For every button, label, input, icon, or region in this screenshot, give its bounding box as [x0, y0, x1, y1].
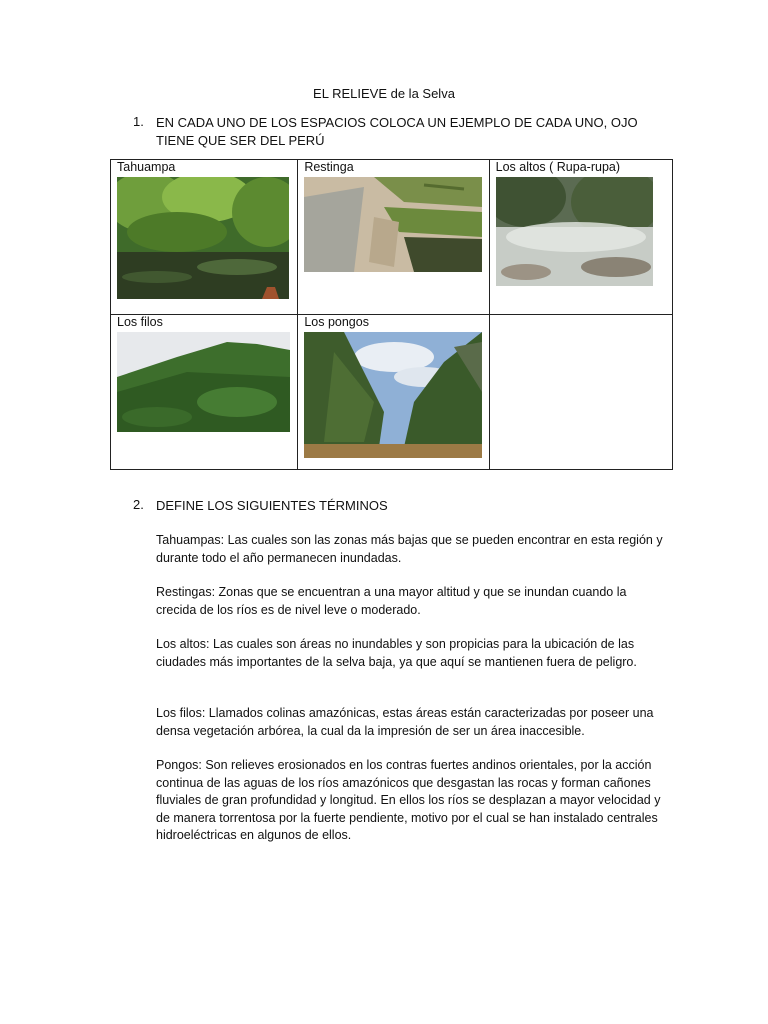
- definition-los-filos: Los filos: Llamados colinas amazónicas, estas áreas están caracterizadas por poseer una densa vegetación arbórea, la cual da la impresión de ser un área inaccesible.: [156, 706, 654, 738]
- page-title: EL RELIEVE de la Selva: [313, 86, 455, 101]
- label-los-altos: Los altos ( Rupa-rupa): [495, 160, 621, 174]
- cell-los-altos: [489, 160, 672, 315]
- cell-tahuampa: [111, 160, 298, 315]
- definitions: [156, 532, 666, 862]
- cell-restinga: [298, 160, 489, 315]
- filos-photo: [117, 332, 290, 432]
- definition-los-altos: Los altos: Las cuales son áreas no inundables y son propicias para la ubicación de las ciudades más importantes de la selva baja, ya que aquí se mantienen fuera de peligro.: [156, 637, 637, 669]
- question-1-text: EN CADA UNO DE LOS ESPACIOS COLOCA UN EJEMPLO DE CADA UNO, OJO TIENE QUE SER DEL PERÚ: [156, 115, 638, 148]
- altos-photo: [496, 177, 653, 286]
- label-tahuampa: Tahuampa: [117, 160, 176, 174]
- label-restinga: Restinga: [304, 160, 354, 174]
- restinga-photo: [304, 177, 482, 272]
- cell-empty: [489, 315, 672, 470]
- definition-pongos: Pongos: Son relieves erosionados en los contras fuertes andinos orientales, por la acción continua de las aguas de los ríos amazónicos que desgastan las rocas y forman cañones fluviales de gran profundidad y longitud. En ellos los ríos se desplazan a mayor velocidad y de manera torrentosa por la fuerte pendiente, motivo por el cual se han instalado centrales hidroeléctricas en algunos de ellos.: [156, 758, 661, 842]
- label-los-pongos: Los pongos: [304, 315, 369, 329]
- question-2-number: 2.: [133, 497, 144, 512]
- definition-restingas: Restingas: Zonas que se encuentran a una mayor altitud y que se inundan cuando la crecida de los ríos es de nivel leve o moderado.: [156, 585, 627, 617]
- label-los-filos: Los filos: [117, 315, 163, 329]
- question-1-number: 1.: [133, 114, 144, 129]
- cell-los-pongos: [298, 315, 489, 470]
- cell-los-filos: [111, 315, 298, 470]
- definition-tahuampas: Tahuampas: Las cuales son las zonas más bajas que se pueden encontrar en esta región y durante todo el año permanecen inundadas.: [156, 533, 663, 565]
- question-2-text: DEFINE LOS SIGUIENTES TÉRMINOS: [156, 498, 388, 513]
- pongos-photo: [304, 332, 482, 458]
- tahuampa-photo: [117, 177, 289, 299]
- relief-table: [110, 159, 673, 470]
